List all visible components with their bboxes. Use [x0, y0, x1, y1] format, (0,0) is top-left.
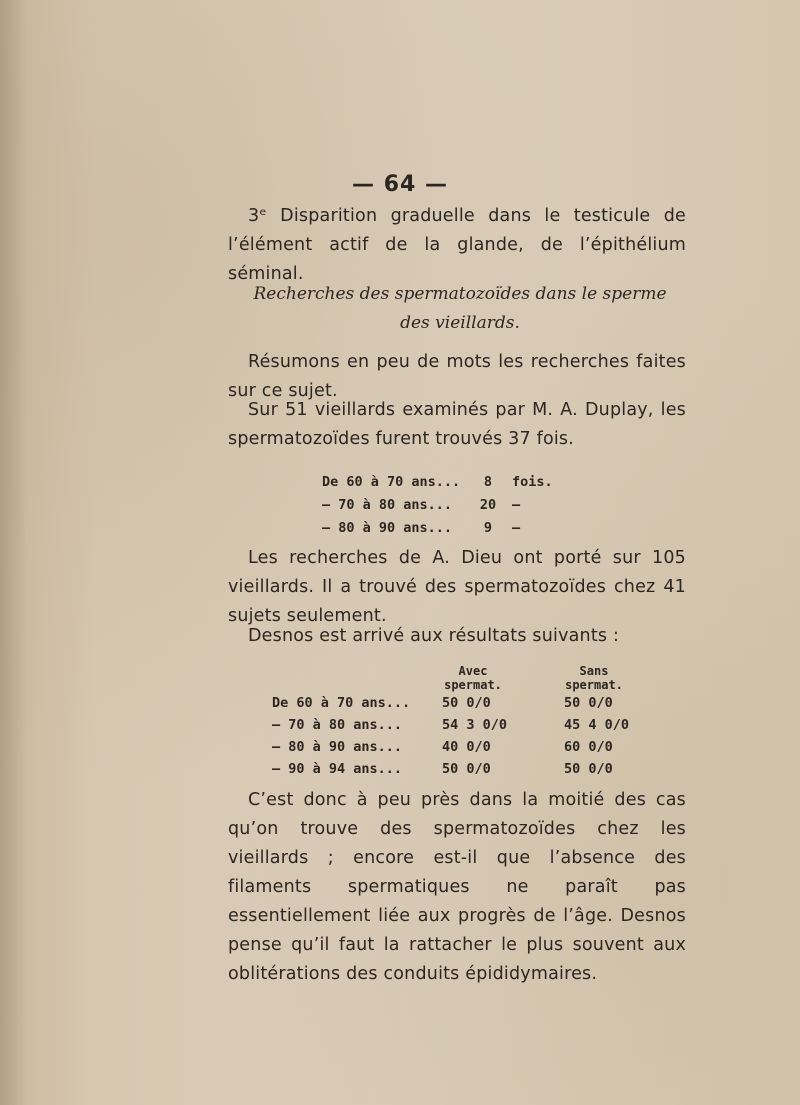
age-range: — 80 à 90 ans... [322, 519, 453, 536]
duplay-table [322, 470, 553, 539]
age-range: — 80 à 90 ans... [272, 739, 403, 755]
page-number: — 64 — [352, 172, 448, 197]
with-value: 54 3 0/0 [442, 717, 508, 733]
age-range: — 90 à 94 ans... [272, 761, 403, 777]
count: 9 [483, 519, 493, 536]
page-edge-shadow [0, 0, 28, 1105]
desnos-table [272, 662, 674, 780]
paragraph-duplay: Sur 51 vieillards examinés par M. A. Duplay, les spermatozoïdes furent trouvés 37 fois. [228, 400, 686, 449]
unit: fois. [512, 473, 553, 490]
paragraph-desnos: Desnos est arrivé aux résultats suivants : [248, 626, 620, 646]
count: 8 [483, 473, 493, 490]
without-value: 60 0/0 [564, 739, 613, 755]
table-row [322, 493, 553, 516]
table-row [272, 714, 674, 736]
age-range: De 60 à 70 ans... [322, 473, 461, 490]
age-range: — 70 à 80 ans... [322, 496, 453, 513]
table-row [272, 736, 674, 758]
paragraph-conclusion: C’est donc à peu près dans la moitié des cas qu’on trouve des spermatozoïdes chez les vieillards ; encore est-il que l’absence des filaments spermatiques ne paraît pas essentiellement liée aux progrès de l’âge. Desnos pense qu’il faut la rattacher le plus souvent aux oblitérations des conduits épididymaires. [228, 790, 686, 984]
with-value: 50 0/0 [442, 761, 491, 777]
without-value: 50 0/0 [564, 761, 613, 777]
without-value: 45 4 0/0 [564, 717, 630, 733]
header-with: Avec spermat. [444, 664, 502, 692]
table-row [272, 758, 674, 780]
section-heading: Recherches des spermatozoïdes dans le sperme des vieillards. [253, 284, 667, 333]
table-row [272, 692, 674, 714]
unit: — [512, 519, 521, 536]
paragraph-dieu: Les recherches de A. Dieu ont porté sur 105 vieillards. Il a trouvé des spermatozoïdes chez 41 sujets seulement. [228, 548, 686, 626]
age-range: — 70 à 80 ans... [272, 717, 403, 733]
with-value: 40 0/0 [442, 739, 491, 755]
table-row [322, 470, 553, 493]
with-value: 50 0/0 [442, 695, 491, 711]
unit: — [512, 496, 521, 513]
without-value: 50 0/0 [564, 695, 613, 711]
paragraph-disparition: 3ᵉ Disparition graduelle dans le testicule de l’élément actif de la glande, de l’épithélium séminal. [228, 206, 686, 284]
table-header-row [272, 662, 674, 692]
header-without: Sans spermat. [565, 664, 623, 692]
table-row [322, 516, 553, 539]
paragraph-resumons: Résumons en peu de mots les recherches faites sur ce sujet. [228, 352, 686, 401]
age-range: De 60 à 70 ans... [272, 695, 411, 711]
count: 20 [479, 496, 497, 513]
